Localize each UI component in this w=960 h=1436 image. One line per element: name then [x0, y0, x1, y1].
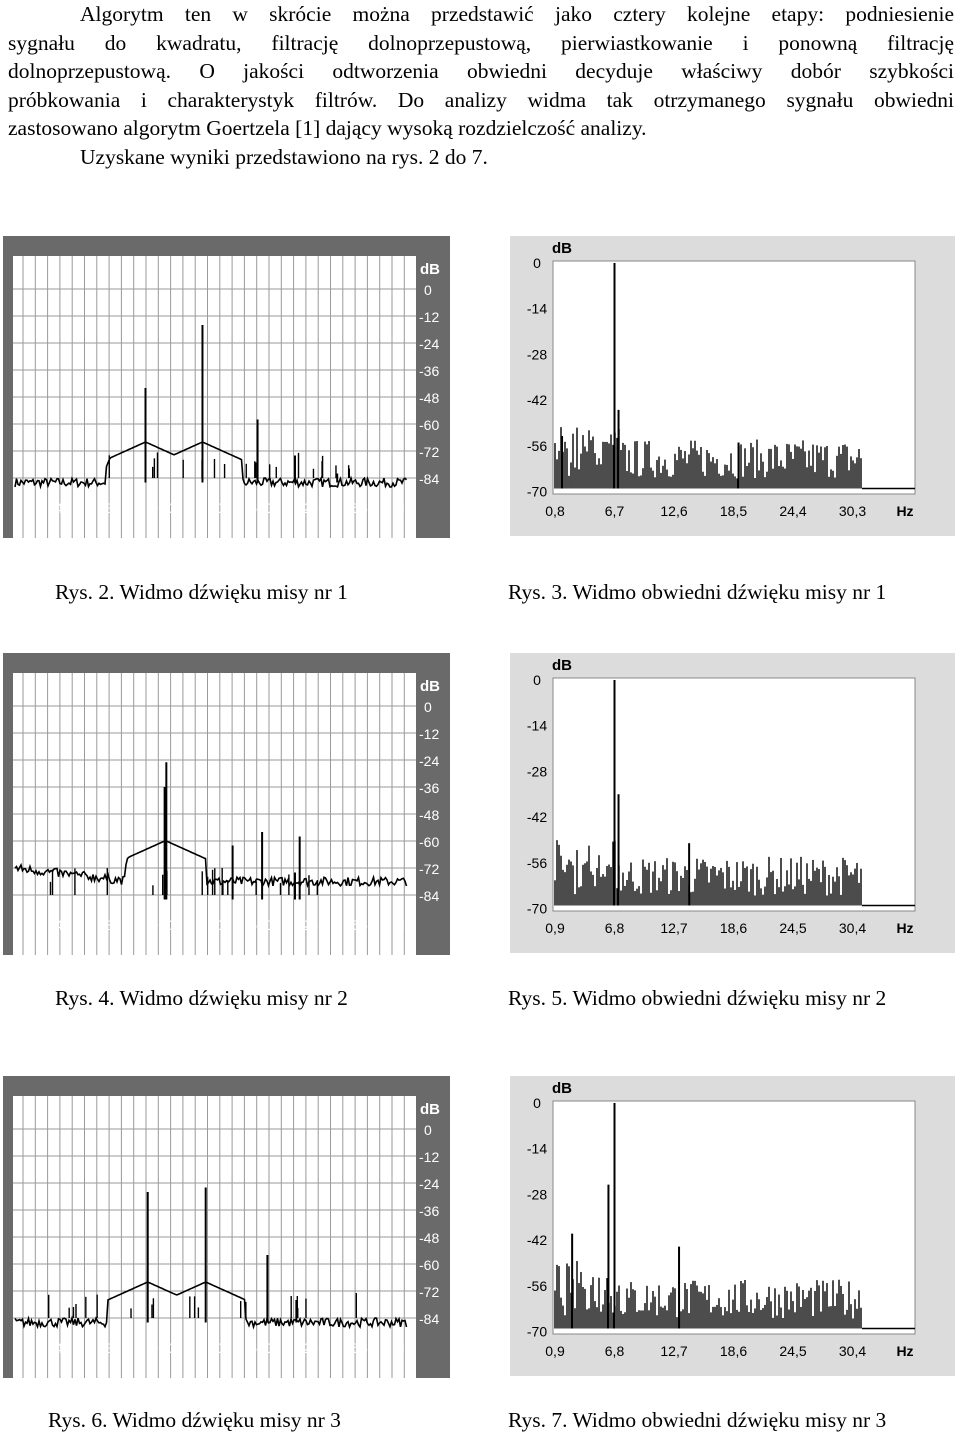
y-tick-label: 0	[533, 255, 541, 271]
y-tick-label: -84	[419, 1311, 440, 1327]
y-axis-label: dB	[420, 1101, 440, 1118]
x-tick-label: 6,7	[604, 503, 625, 519]
x-axis-label: Hz	[896, 503, 914, 519]
x-tick-label: 80	[104, 917, 121, 933]
y-tick-label: -60	[419, 834, 440, 850]
x-tick-label: 80	[104, 500, 121, 516]
figure-spectrum-bowl-2	[3, 653, 450, 955]
x-tick-label: 18,5	[719, 503, 748, 519]
x-tick-label: 40	[55, 1340, 71, 1356]
x-tick-label: 640	[249, 917, 273, 933]
x-tick-label: 40	[55, 917, 71, 933]
x-tick-label: 640	[249, 500, 273, 516]
y-tick-label: -84	[419, 471, 440, 487]
figure-caption: Rys. 5. Widmo obwiedni dźwięku misy nr 2	[508, 986, 887, 1010]
x-tick-label: 2560	[344, 1340, 376, 1356]
figure-spectrum-bowl-1	[3, 236, 450, 538]
x-tick-label: 30,4	[838, 1343, 867, 1359]
y-tick-label: -70	[526, 1323, 548, 1340]
x-tick-label: 640	[249, 1340, 273, 1356]
y-tick-label: -72	[419, 444, 440, 460]
y-tick-label: -70	[526, 483, 548, 500]
figure-envelope-spectrum-bowl-3	[510, 1076, 955, 1376]
x-axis-label: Hz	[896, 920, 914, 936]
x-tick-label: 1280	[294, 500, 327, 516]
x-tick-label: 30,3	[838, 503, 867, 519]
x-tick-label: 0,9	[545, 1343, 565, 1359]
intro-paragraph	[8, 0, 954, 172]
y-tick-label: -42	[526, 392, 548, 409]
y-axis-label: dB	[552, 240, 572, 257]
y-tick-label: -14	[526, 1140, 548, 1157]
x-tick-label: 2560	[344, 917, 376, 933]
y-tick-label: -28	[526, 763, 548, 780]
y-tick-label: -28	[526, 1186, 548, 1203]
x-axis-label: Hz	[896, 1343, 914, 1359]
y-tick-label: -48	[419, 807, 440, 823]
text-line: Algorytm ten w skrócie można przedstawić jako cztery kolejne etapy: podniesienie	[80, 2, 954, 26]
y-tick-label: 0	[533, 1095, 541, 1111]
figure-envelope-spectrum-bowl-2	[510, 653, 955, 953]
y-tick-label: 0	[424, 1122, 432, 1138]
y-axis-label: dB	[552, 1080, 572, 1097]
x-tick-label: 0,9	[545, 920, 565, 936]
y-tick-label: -14	[526, 300, 548, 317]
x-tick-label: 1280	[294, 917, 327, 933]
x-tick-label: 12,7	[660, 920, 688, 936]
y-tick-label: -42	[526, 1232, 548, 1249]
y-tick-label: -36	[419, 780, 440, 796]
x-tick-label: 6,8	[604, 920, 625, 936]
y-tick-label: -12	[419, 309, 440, 325]
y-tick-label: -60	[419, 417, 440, 433]
figure-spectrum-bowl-3	[3, 1076, 450, 1378]
y-tick-label: -24	[419, 1176, 440, 1192]
x-axis-label: Hz	[394, 1340, 412, 1356]
y-tick-label: -48	[419, 1230, 440, 1246]
y-tick-label: -24	[419, 753, 440, 769]
x-axis-label: Hz	[394, 917, 412, 933]
x-tick-label: 24,5	[779, 1343, 807, 1359]
y-tick-label: -84	[419, 888, 440, 904]
y-tick-label: -72	[419, 1284, 440, 1300]
figure-envelope-spectrum-bowl-1	[510, 236, 955, 536]
x-tick-label: 24,5	[779, 920, 807, 936]
figure-caption: Rys. 4. Widmo dźwięku misy nr 2	[55, 986, 348, 1010]
y-tick-label: 0	[533, 672, 541, 688]
x-tick-label: 12,7	[660, 1343, 688, 1359]
y-tick-label: -36	[419, 1203, 440, 1219]
x-tick-label: 160	[150, 917, 174, 933]
y-tick-label: -72	[419, 861, 440, 877]
y-tick-label: -24	[419, 336, 440, 352]
x-tick-label: 80	[104, 1340, 121, 1356]
x-tick-label: 320	[199, 1340, 224, 1356]
x-tick-label: 12,6	[660, 503, 688, 519]
x-tick-label: 30,4	[838, 920, 867, 936]
y-tick-label: -36	[419, 363, 440, 379]
y-tick-label: -60	[419, 1257, 440, 1273]
y-tick-label: -12	[419, 726, 440, 742]
x-tick-label: 24,4	[779, 503, 807, 519]
y-tick-label: -48	[419, 390, 440, 406]
figure-caption: Rys. 6. Widmo dźwięku misy nr 3	[48, 1408, 341, 1432]
x-tick-label: 160	[150, 500, 174, 516]
x-tick-label: 320	[199, 917, 224, 933]
y-axis-label: dB	[420, 261, 440, 278]
x-tick-label: 40	[55, 500, 71, 516]
x-tick-label: 1280	[294, 1340, 327, 1356]
x-tick-label: 18,6	[719, 1343, 748, 1359]
y-tick-label: -56	[526, 1277, 548, 1294]
text-line: zastosowano algorytm Goertzela [1] dający wysoką rozdzielczość analizy.	[8, 116, 647, 141]
y-tick-label: 0	[424, 699, 432, 715]
text-line: próbkowania i charakterystyk filtrów. Do analizy widma tak otrzymanego sygnału obwiedni	[8, 87, 954, 112]
x-tick-label: 2560	[344, 500, 376, 516]
y-tick-label: -70	[526, 900, 548, 917]
y-axis-label: dB	[420, 678, 440, 695]
x-tick-label: 0,8	[545, 503, 565, 519]
y-tick-label: -56	[526, 854, 548, 871]
y-axis-label: dB	[552, 657, 572, 674]
figure-caption: Rys. 3. Widmo obwiedni dźwięku misy nr 1	[508, 580, 887, 604]
y-tick-label: -28	[526, 346, 548, 363]
x-tick-label: 160	[150, 1340, 174, 1356]
text-line: Uzyskane wyniki przedstawiono na rys. 2 do 7.	[80, 144, 488, 169]
text-line: sygnału do kwadratu, filtrację dolnoprzepustową, pierwiastkowanie i ponowną filtrację	[8, 30, 954, 55]
text-line: dolnoprzepustową. O jakości odtworzenia obwiedni decyduje właściwy dobór szybkości	[8, 59, 954, 84]
x-tick-label: 6,8	[604, 1343, 625, 1359]
y-tick-label: -14	[526, 717, 548, 734]
y-tick-label: 0	[424, 282, 432, 298]
x-axis-label: Hz	[394, 500, 412, 516]
y-tick-label: -56	[526, 437, 548, 454]
figure-caption: Rys. 2. Widmo dźwięku misy nr 1	[55, 580, 348, 604]
figure-caption: Rys. 7. Widmo obwiedni dźwięku misy nr 3	[508, 1408, 887, 1432]
y-tick-label: -12	[419, 1149, 440, 1165]
x-tick-label: 18,6	[719, 920, 748, 936]
y-tick-label: -42	[526, 809, 548, 826]
x-tick-label: 320	[199, 500, 224, 516]
